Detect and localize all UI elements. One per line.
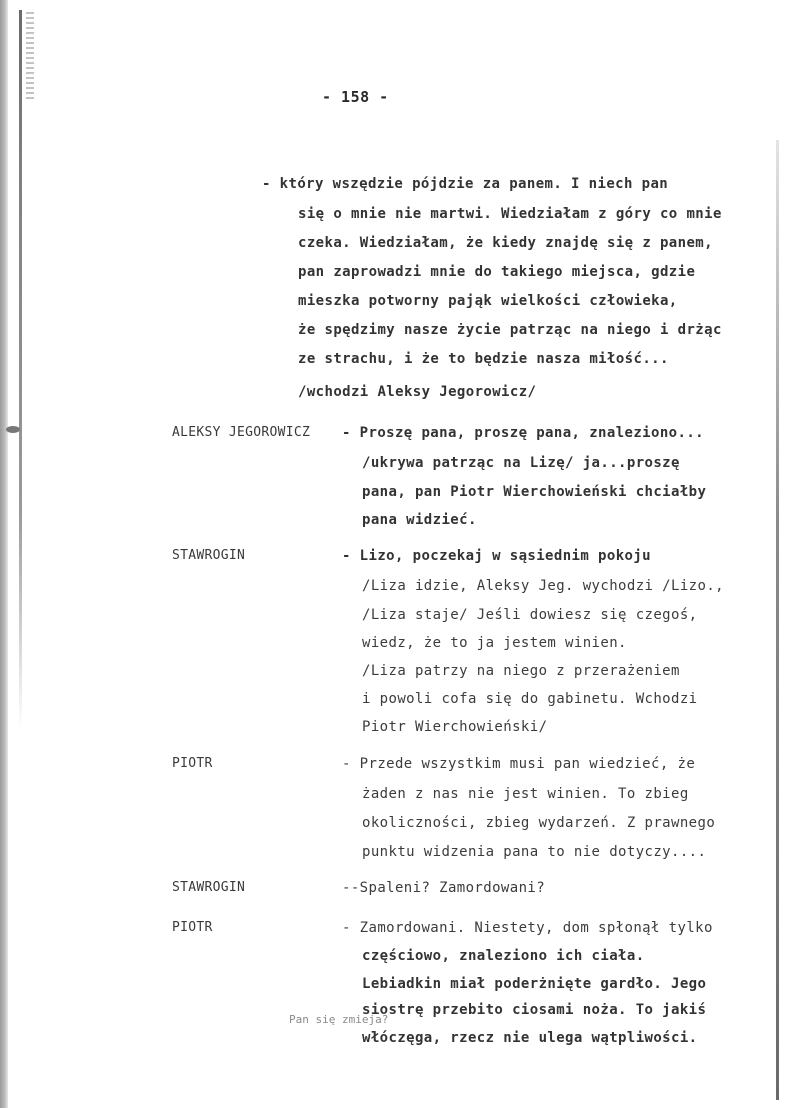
stage-direction: Piotr Wierchowieński/ — [362, 719, 548, 735]
text-line: - Proszę pana, proszę pana, znaleziono... — [342, 425, 704, 441]
text-line: okoliczności, zbieg wydarzeń. Z prawnego — [362, 815, 716, 831]
punch-hole-mark — [6, 426, 20, 433]
speaker-name: STAWROGIN — [172, 880, 246, 895]
text-line: pana, pan Piotr Wierchowieński chciałby — [362, 484, 707, 500]
binding-noise — [26, 12, 34, 102]
speaker-name: PIOTR — [172, 920, 213, 935]
text-line: włóczęga, rzecz nie ulega wątpliwości. — [362, 1030, 698, 1046]
stage-direction: /Liza patrzy na niego z przerażeniem — [362, 663, 680, 679]
scan-right-edge — [776, 140, 779, 1100]
text-line: siostrę przebito ciosami noża. To jakiś — [362, 1002, 707, 1018]
speaker-name: STAWROGIN — [172, 548, 246, 563]
text-line: czeka. Wiedziałam, że kiedy znajdę się z panem, — [298, 235, 713, 251]
stage-direction: /Liza idzie, Aleksy Jeg. wychodzi /Lizo., — [362, 578, 724, 594]
speaker-name: ALEKSY JEGOROWICZ — [172, 425, 311, 440]
binding-shadow — [19, 10, 22, 730]
stage-direction: /ukrywa patrząc na Lizę/ ja...proszę — [362, 455, 680, 471]
speaker-name: PIOTR — [172, 756, 213, 771]
margin-annotation: Pan się zmieja? — [289, 1013, 389, 1026]
stage-direction: i powoli cofa się do gabinetu. Wchodzi — [362, 691, 698, 707]
page-number: - 158 - — [322, 88, 389, 106]
text-line: że spędzimy nasze życie patrząc na niego i drżąc — [298, 322, 722, 338]
stage-direction: /wchodzi Aleksy Jegorowicz/ — [298, 384, 537, 400]
text-line: punktu widzenia pana to nie dotyczy.... — [362, 844, 707, 860]
text-line: wiedz, że to ja jestem winien. — [362, 635, 627, 651]
text-line: pana widzieć. — [362, 512, 477, 528]
text-line: - Lizo, poczekaj w sąsiednim pokoju — [342, 548, 652, 564]
scan-left-edge — [0, 0, 8, 1108]
text-line: żaden z nas nie jest winien. To zbieg — [362, 786, 689, 802]
text-line: Lebiadkin miał poderżnięte gardło. Jego — [362, 976, 707, 992]
text-line: pan zaprowadzi mnie do takiego miejsca, gdzie — [298, 264, 696, 280]
text-line: - który wszędzie pójdzie za panem. I niech pan — [262, 176, 669, 192]
text-line: /Liza staje/ Jeśli dowiesz się czegoś, — [362, 607, 698, 623]
text-line: częściowo, znaleziono ich ciała. — [362, 948, 645, 964]
text-line: ze strachu, i że to będzie nasza miłość... — [298, 351, 669, 367]
text-line: - Zamordowani. Niestety, dom spłonął tylko — [342, 920, 713, 936]
text-line: się o mnie nie martwi. Wiedziałam z góry co mnie — [298, 206, 722, 222]
text-line: --Spaleni? Zamordowani? — [342, 880, 546, 896]
text-line: - Przede wszystkim musi pan wiedzieć, że — [342, 756, 696, 772]
text-line: mieszka potworny pająk wielkości człowieka, — [298, 293, 678, 309]
